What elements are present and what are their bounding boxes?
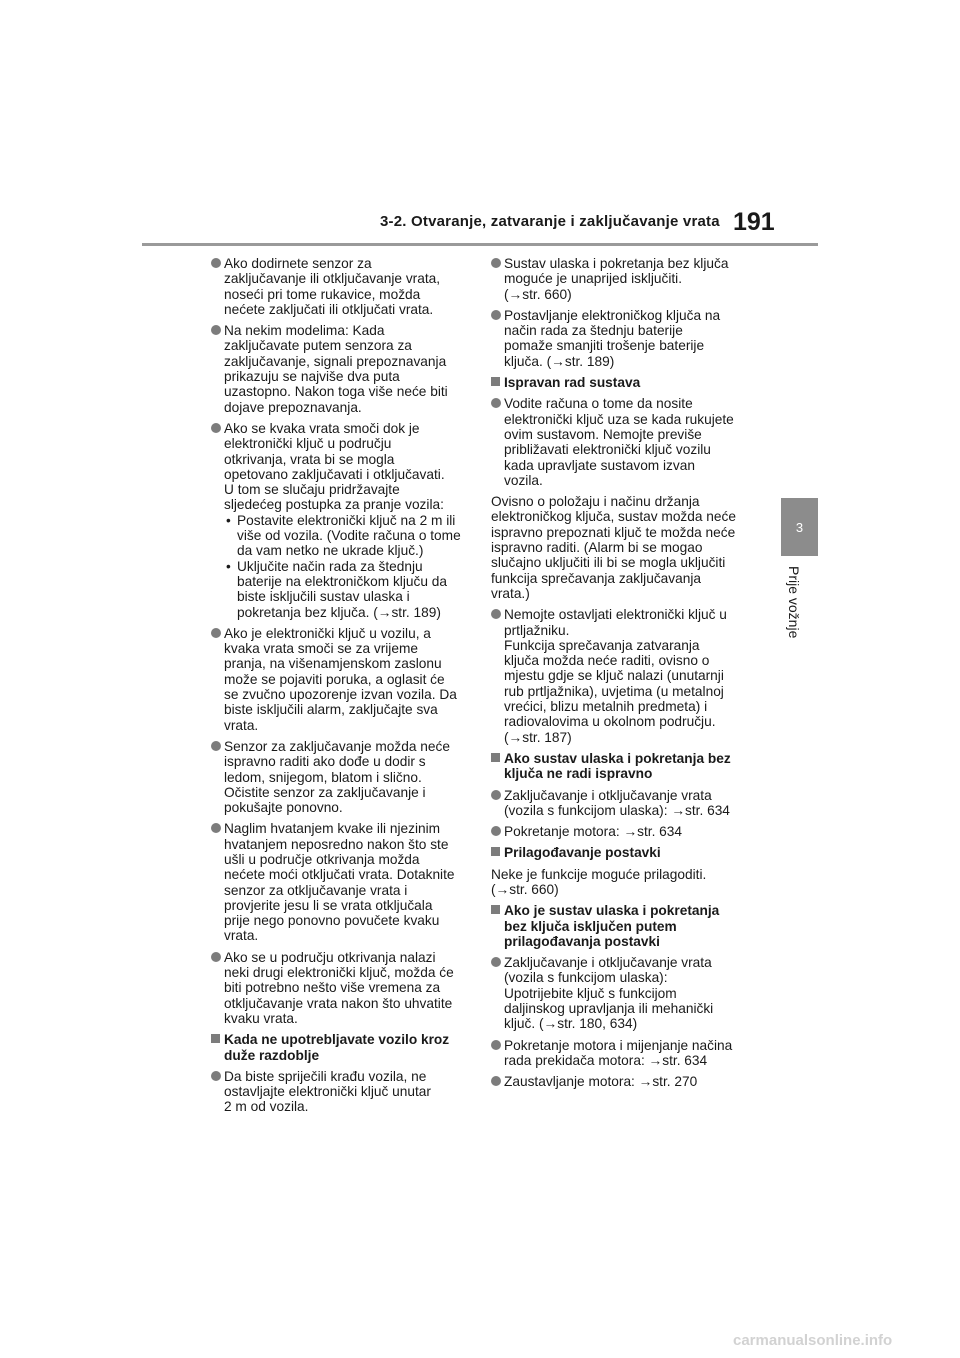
item-text: Nemojte ostavljati elektronički ključ u prtljažniku. Funkcija sprečavanja zatvaranja ključa možda neće raditi, ovisno o mjestu gdje se ključ nalazi (unutarnji rub prtljažnika), uvjetima (u metalnoj vrećici, blizu metalnih predmeta) i radiovalovima u okolnom području. (→str. 187)	[504, 607, 727, 745]
sub-item: • Postavite elektronički ključ na 2 m ili više od vozila. (Vodite računa o tome da vam netko ne ukrade ključ.)	[224, 513, 469, 559]
bullet-item	[491, 1038, 749, 1069]
chapter-tab	[781, 498, 818, 556]
bullet-item	[491, 824, 749, 839]
item-text: Zaključavanje i otključavanje vrata (vozila s funkcijom ulaska): →str. 634	[504, 787, 730, 818]
item-text: Zaustavljanje motora: →str. 270	[504, 1074, 698, 1090]
bullet-item	[491, 1074, 749, 1089]
item-text: Kada ne upotrebljavate vozilo kroz duže razdoblje	[224, 1032, 450, 1063]
bullet-item	[211, 821, 469, 943]
item-text: Ako se u području otkrivanja nalazi neki drugi elektronički ključ, možda će biti potrebno nešto više vremena za otključavanje vrata nakon što uhvatite kvaku vrata.	[224, 949, 454, 1026]
sub-item: • Uključite način rada za štednju baterije na elektroničkom ključu da biste isključili sustav ulaska i pokretanja bez ključa. (→str. 189)	[224, 559, 469, 620]
item-text: Ako je sustav ulaska i pokretanja bez ključa isključen putem prilagođavanja postavki	[504, 903, 720, 949]
section-heading	[491, 375, 749, 390]
bullet-item	[211, 421, 469, 620]
section-heading	[491, 845, 749, 860]
paragraph	[491, 494, 749, 601]
item-text: Neke je funkcije moguće prilagoditi. (→str. 660)	[491, 866, 707, 897]
item-text: Zaključavanje i otključavanje vrata (vozila s funkcijom ulaska): Upotrijebite ključ s funkcijom daljinskog upravljanja ili mehanički ključ. (→str. 180, 634)	[504, 955, 714, 1032]
item-text: Prilagođavanje postavki	[504, 845, 661, 861]
page-number: 191	[733, 208, 775, 236]
item-text: Ako je elektronički ključ u vozilu, a kvaka vrata smoči se za vrijeme pranja, na višenamjenskom zaslonu može se pojaviti poruka, a oglasit će se zvučno upozorenje izvan vozila. Da biste isključili alarm, zaključajte sva vrata.	[224, 625, 457, 733]
bullet-item	[491, 256, 749, 302]
chapter-label: Prije vožnje	[786, 566, 802, 639]
item-text: Ako se kvaka vrata smoči dok je elektronički ključ u području otkrivanja, vrata bi se mogla opetovano zaključavati i otključavati. U tom se slučaju pridržavajte sljedećeg postupka za pranje vozila:	[224, 420, 445, 513]
bullet-item	[491, 788, 749, 819]
bullet-item	[491, 955, 749, 1031]
bullet-item	[211, 739, 469, 815]
section-heading	[211, 1032, 469, 1063]
item-text: Postavljanje elektroničkog ključa na način rada za štednju baterije pomaže smanjiti trošenje baterije ključa. (→str. 189)	[504, 307, 721, 369]
item-text: Naglim hvatanjem kvake ili njezinim hvatanjem neposredno nakon što ste ušli u područje otkrivanja možda nećete moći otključati vrata. Dotaknite senzor za otključavanje vrata i provjerite jesu li se vrata otključala prije nego ponovno povučete kvaku vrata.	[224, 821, 455, 944]
footer-watermark: carmanualsonline.info	[733, 1332, 893, 1349]
item-text: Ako dodirnete senzor za zaključavanje ili otključavanje vrata, noseći pri tome rukavice, možda nećete zaključati ili otključati vrata.	[224, 256, 441, 317]
bullet-item	[211, 950, 469, 1026]
item-text: Pokretanje motora: →str. 634	[504, 824, 683, 840]
item-text: Pokretanje motora i mijenjanje načina rada prekidača motora: →str. 634	[504, 1037, 733, 1068]
left-column	[211, 256, 469, 1121]
section-heading	[491, 751, 749, 782]
chapter-number: 3	[795, 519, 804, 535]
item-text: Da biste spriječili krađu vozila, ne ostavljajte elektronički ključ unutar 2 m od vozila.	[224, 1068, 431, 1115]
bullet-item	[491, 396, 749, 488]
bullet-item	[211, 323, 469, 415]
item-text: Ako sustav ulaska i pokretanja bez ključa ne radi ispravno	[504, 750, 731, 782]
item-text: Vodite računa o tome da nosite elektronički ključ uza se kada rukujete ovim sustavom. Nemojte previše približavati elektronički ključ vozilu kada upravljate sustavom izvan vozila.	[504, 396, 734, 488]
item-text: Ispravan rad sustava	[504, 375, 641, 391]
right-column	[491, 256, 749, 1096]
item-text: Ovisno o položaju i načinu držanja elektroničkog ključa, sustav možda neće ispravno prepoznati ključ te možda neće ispravno raditi. (Alarm bi se mogao slučajno uključiti ili bi se mogla uključiti funkcija sprečavanja zaključavanja vrata.)	[491, 494, 736, 601]
paragraph	[491, 867, 749, 898]
item-text: Sustav ulaska i pokretanja bez ključa moguće je unaprijed isključiti. (→str. 660)	[504, 256, 729, 302]
item-text: Na nekim modelima: Kada zaključavate putem senzora za zaključavanje, signali prepoznavanja prikazuju se najviše dva puta uzastopno. Nakon toga više neće biti dojave prepoznavanja.	[224, 323, 448, 415]
bullet-item	[491, 308, 749, 369]
header-divider	[142, 243, 818, 246]
bullet-item	[491, 607, 749, 745]
section-title: 3-2. Otvaranje, zatvaranje i zaključavanje vrata	[380, 213, 720, 230]
bullet-item	[211, 1069, 469, 1115]
bullet-item	[211, 256, 469, 317]
item-text: Senzor za zaključavanje možda neće ispravno raditi ako dođe u dodir s ledom, snijegom, blatom i slično. Očistite senzor za zaključavanje i pokušajte ponovno.	[224, 738, 450, 816]
section-heading	[491, 903, 749, 949]
bullet-item	[211, 626, 469, 733]
